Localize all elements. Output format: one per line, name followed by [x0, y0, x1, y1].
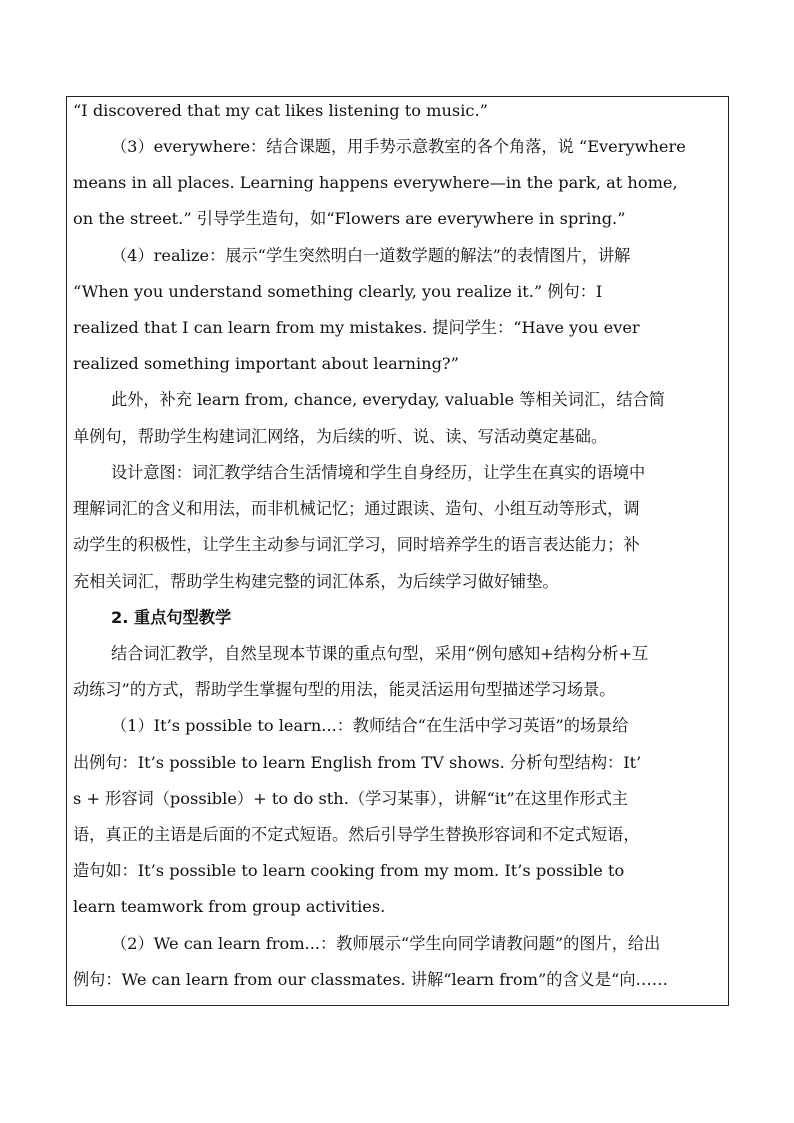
text-line: 出例句：It’s possible to learn English from TV shows. 分析句型结构：It’ — [73, 753, 642, 772]
text-line: realized that I can learn from my mistakes. 提问学生：“Have you ever — [73, 318, 640, 337]
text-line: learn teamwork from group activities. — [73, 897, 386, 916]
text-line: “I discovered that my cat likes listening to music.” — [73, 101, 488, 120]
text-line: realized something important about learning?” — [73, 354, 459, 373]
text-line: （4）realize：展示“学生突然明白一道数学题的解法”的表情图片，讲解 — [111, 246, 631, 265]
text-line: 理解词汇的含义和用法，而非机械记忆；通过跟读、造句、小组互动等形式，调 — [73, 499, 640, 518]
text-line: 单例句，帮助学生构建词汇网络，为后续的听、说、读、写活动奠定基础。 — [73, 427, 608, 446]
text-line: 结合词汇教学，自然呈现本节课的重点句型，采用“例句感知+结构分析+互 — [111, 644, 649, 663]
text-line: 充相关词汇，帮助学生构建完整的词汇体系，为后续学习做好铺垫。 — [73, 572, 559, 591]
text-line: （3）everywhere：结合课题，用手势示意教室的各个角落，说 “Everywhere — [111, 137, 686, 156]
text-line: 例句：We can learn from our classmates. 讲解“learn from”的含义是“向…… — [73, 970, 668, 989]
text-line: （1）It’s possible to learn...：教师结合“在生活中学习英语”的场景给 — [111, 716, 629, 735]
text-line: on the street.” 引导学生造句，如“Flowers are everywhere in spring.” — [73, 209, 626, 228]
text-line: 语，真正的主语是后面的不定式短语。然后引导学生替换形容词和不定式短语， — [73, 825, 640, 844]
text-line: 造句如：It’s possible to learn cooking from my mom. It’s possible to — [73, 861, 625, 880]
text-line: （2）We can learn from...：教师展示“学生向同学请教问题”的图片，给出 — [111, 934, 661, 953]
lesson-plan-table-cell — [66, 96, 729, 1006]
text-line: means in all places. Learning happens everywhere—in the park, at home, — [73, 173, 678, 192]
text-line: 此外，补充 learn from, chance, everyday, valuable 等相关词汇，结合简 — [111, 390, 665, 409]
text-line: s + 形容词（possible）+ to do sth.（学习某事），讲解“it”在这里作形式主 — [73, 789, 628, 808]
text-line: 动学生的积极性，让学生主动参与词汇学习，同时培养学生的语言表达能力；补 — [73, 535, 640, 554]
text-line: 设计意图：词汇教学结合生活情境和学生自身经历，让学生在真实的语境中 — [111, 463, 646, 482]
text-line: 动练习”的方式，帮助学生掌握句型的用法，能灵活运用句型描述学习场景。 — [73, 680, 616, 699]
text-line: “When you understand something clearly, you realize it.” 例句：I — [73, 282, 603, 301]
section-heading: 2. 重点句型教学 — [111, 608, 232, 627]
